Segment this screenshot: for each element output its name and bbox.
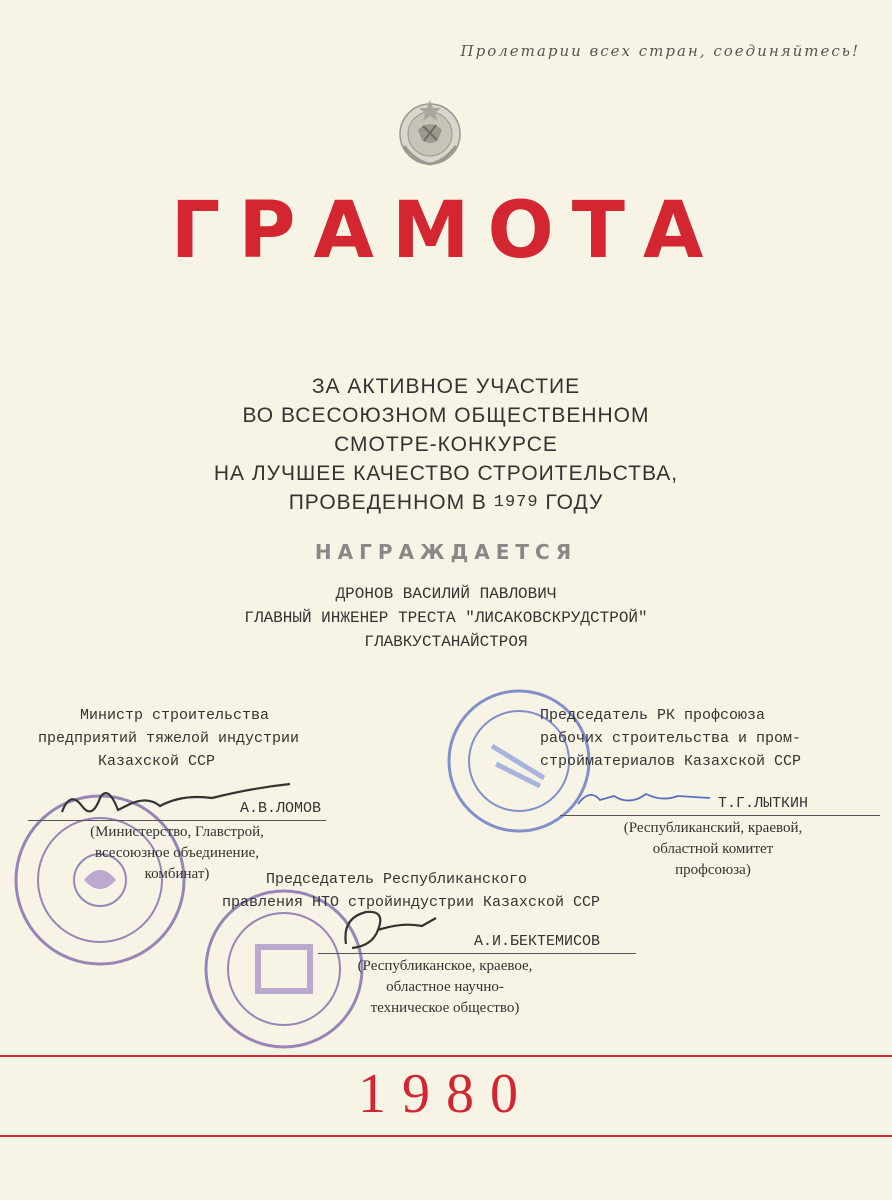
motto: Пролетарии всех стран, соединяйтесь! bbox=[460, 42, 860, 60]
position-line: рабочих строительства и пром- bbox=[540, 730, 802, 747]
position-line: Председатель РК профсоюза bbox=[540, 707, 766, 724]
recipient-block bbox=[0, 582, 892, 654]
signatory-left-name: А.В.ЛОМОВ bbox=[240, 800, 322, 817]
recipient-organization: ГЛАВКУСТАНАЙСТРОЯ bbox=[364, 633, 528, 651]
org-line: (Республиканское, краевое, bbox=[357, 958, 533, 974]
org-line: всесоюзное объединение, bbox=[94, 845, 260, 861]
signatory-center-organization bbox=[320, 956, 570, 1019]
position-line: правления НТО стройиндустрии Казахской ССР bbox=[222, 894, 601, 911]
position-line: Председатель Республиканского bbox=[266, 871, 528, 888]
footer-rule-bottom bbox=[0, 1135, 892, 1137]
signature-line-left bbox=[28, 820, 326, 821]
position-line: Министр строительства bbox=[80, 707, 270, 724]
award-reason bbox=[0, 372, 892, 517]
signature-lytkin bbox=[570, 778, 730, 814]
awarded-label: НАГРАЖДАЕТСЯ bbox=[314, 540, 578, 564]
reason-line-with-year bbox=[0, 488, 892, 517]
signature-bektemisov bbox=[332, 900, 442, 954]
footer-year: 1980 bbox=[358, 1063, 534, 1125]
org-line: (Министерство, Главстрой, bbox=[90, 824, 264, 840]
signatory-left-position bbox=[38, 704, 299, 773]
signatory-center-name: А.И.БЕКТЕМИСОВ bbox=[474, 933, 601, 950]
recipient-position: ГЛАВНЫЙ ИНЖЕНЕР ТРЕСТА "ЛИСАКОВСКРУДСТРОЙ" bbox=[244, 609, 648, 627]
org-line: (Республиканский, краевой, bbox=[623, 820, 803, 836]
org-line: областной комитет bbox=[652, 841, 774, 857]
footer-rule-top bbox=[0, 1055, 892, 1057]
signatory-right-name: Т.Г.ЛЫТКИН bbox=[718, 795, 809, 812]
reason-line: НА ЛУЧШЕЕ КАЧЕСТВО СТРОИТЕЛЬСТВА, bbox=[213, 462, 679, 485]
signatory-right-organization bbox=[588, 818, 838, 881]
reason-line: ВО ВСЕСОЮЗНОМ ОБЩЕСТВЕННОМ bbox=[242, 404, 650, 427]
certificate-title: ГРАМОТА bbox=[170, 186, 722, 276]
signature-line-right bbox=[560, 815, 880, 816]
position-line: Казахской ССР bbox=[98, 753, 216, 770]
signature-line-center bbox=[318, 953, 636, 954]
signatory-right-position bbox=[540, 704, 801, 773]
position-line: стройматериалов Казахской ССР bbox=[540, 753, 802, 770]
position-line: предприятий тяжелой индустрии bbox=[38, 730, 300, 747]
org-line: профсоюза) bbox=[675, 862, 751, 878]
reason-line: ЗА АКТИВНОЕ УЧАСТИЕ bbox=[311, 375, 581, 398]
reason-line: СМОТРЕ-КОНКУРСЕ bbox=[334, 433, 558, 456]
reason-line: ПРОВЕДЕННОМ В bbox=[288, 491, 487, 514]
org-line: комбинат) bbox=[144, 866, 210, 882]
reason-year: 1979 bbox=[493, 493, 539, 512]
org-line: техническое общество) bbox=[370, 1000, 520, 1016]
soviet-emblem-icon bbox=[396, 96, 464, 168]
recipient-name: ДРОНОВ ВАСИЛИЙ ПАВЛОВИЧ bbox=[335, 585, 557, 603]
reason-suffix: ГОДУ bbox=[545, 491, 604, 514]
org-line: областное научно- bbox=[386, 979, 504, 995]
